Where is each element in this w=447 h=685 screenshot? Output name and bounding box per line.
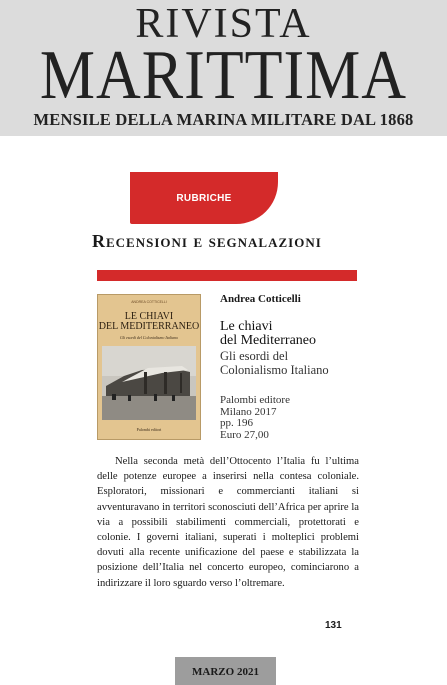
book-subtitle-line1: Gli esordi del xyxy=(220,349,289,363)
book-price: Euro 27,00 xyxy=(220,428,269,441)
cover-photo xyxy=(102,346,196,420)
section-title: Recensioni e segnalazioni xyxy=(92,231,322,251)
book-subtitle-line2: Colonialismo Italiano xyxy=(220,362,329,377)
cover-author: ANDREA COTTICELLI xyxy=(131,300,167,304)
book-author: Andrea Cotticelli xyxy=(220,293,301,305)
masthead-title-line1: RIVISTA xyxy=(135,1,312,47)
book-meta xyxy=(220,395,290,441)
book-title-line1: Le chiavi xyxy=(220,319,273,334)
issue-date: MARZO 2021 xyxy=(192,666,259,678)
book-title-line2: del Mediterraneo xyxy=(220,333,317,348)
cover-publisher: Palombi editori xyxy=(136,427,162,432)
cover-title-line2: DEL MEDITERRANEO xyxy=(98,321,200,332)
masthead xyxy=(0,0,447,136)
book-place-year: Milano 2017 xyxy=(220,405,277,418)
cover-title-line1: LE CHIAVI xyxy=(124,311,174,322)
rubrica-label: RUBRICHE xyxy=(176,193,232,204)
cover-title xyxy=(97,312,201,332)
book-title xyxy=(220,320,316,348)
book-publisher: Palombi editore xyxy=(220,394,290,406)
book-cover xyxy=(97,294,201,440)
page-number: 131 xyxy=(325,620,342,631)
cover-subtitle: Gli esordi del Colonialismo Italiano xyxy=(119,335,179,340)
book-subtitle xyxy=(220,350,329,377)
book-pages: pp. 196 xyxy=(220,417,253,429)
review-text: Nella seconda metà dell’Ottocento l’Italia fu l’ultima delle potenze europee a inserirsi nella contesa coloniale. Esploratori, missionari e commercianti italiani si avventuravano in territori sconosciuti dell’Africa per aprire la via a possibili stabilimenti commerciali, protettorati e colonie. I governi italiani, superati i molteplici problemi dovuti alla recente unificazione del paese e stabilizzata la posizione dell’Italia nel concerto europeo, cominciarono a indirizzare il loro sguardo verso l’oltremare. xyxy=(97,456,359,589)
masthead-title-line2: MARITTIMA xyxy=(39,37,408,114)
masthead-tagline: MENSILE DELLA MARINA MILITARE DAL 1868 xyxy=(33,110,414,129)
section-divider xyxy=(97,270,357,281)
